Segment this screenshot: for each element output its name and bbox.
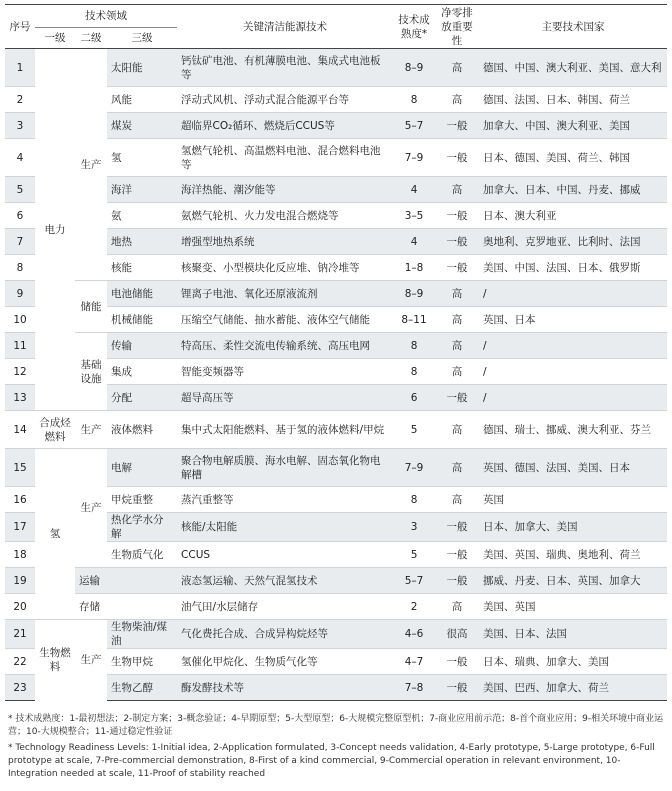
row-no: 18 <box>5 542 35 568</box>
table-row <box>5 568 667 594</box>
tech-cell: 油气田/水层储存 <box>177 594 393 620</box>
header-domain: 技术领域 <box>35 5 177 28</box>
note-trl-cn: * 技术成熟度：1-最初想法；2-制定方案；3-概念验证；4-早期原型；5-大型原型；6-大规模完整原型机；7-商业应用前示范；8-首个商业应用；9-相关环境中商业运营；10-大规模整合；11-通过稳定性验证 <box>8 714 664 737</box>
trl-cell: 4 <box>393 229 435 255</box>
row-no: 14 <box>5 411 35 449</box>
row-no: 20 <box>5 594 35 620</box>
trl-cell: 7–9 <box>393 449 435 487</box>
header-level3: 三级 <box>131 32 153 44</box>
trl-cell: 8–9 <box>393 49 435 87</box>
table-row <box>5 281 667 307</box>
level3-cell: 液体燃料 <box>107 411 177 449</box>
tech-cell: 聚合物电解质膜、海水电解、固态氧化物电解槽 <box>177 449 393 487</box>
trl-cell: 8–9 <box>393 281 435 307</box>
importance-cell: 高 <box>435 281 479 307</box>
countries-cell: 日本、瑞典、加拿大、美国 <box>479 649 667 675</box>
countries-cell: 美国、日本、法国 <box>479 620 667 649</box>
countries-cell: 日本、澳大利亚 <box>479 203 667 229</box>
level3-cell: 电解 <box>107 449 177 487</box>
row-no: 4 <box>5 139 35 177</box>
countries-cell: 英国 <box>479 487 667 513</box>
countries-cell: / <box>479 333 667 359</box>
importance-cell: 高 <box>435 359 479 385</box>
tech-cell: 核能/太阳能 <box>177 513 393 542</box>
level2-cell: 存储 <box>75 594 177 620</box>
level2-cell: 运输 <box>75 568 177 594</box>
importance-cell: 高 <box>435 333 479 359</box>
importance-cell: 一般 <box>435 568 479 594</box>
tech-cell: 增强型地热系统 <box>177 229 393 255</box>
row-no: 21 <box>5 620 35 649</box>
countries-cell: 挪威、丹麦、日本、英国、加拿大 <box>479 568 667 594</box>
tech-cell: 超导高压等 <box>177 385 393 411</box>
tech-cell: 特高压、柔性交流电传输系统、高压电网 <box>177 333 393 359</box>
level1-cell: 氢 <box>35 449 75 620</box>
table-row <box>5 333 667 359</box>
tech-cell: 超临界CO₂循环、燃烧后CCUS等 <box>177 113 393 139</box>
table-header <box>5 5 667 49</box>
level3-cell: 核能 <box>107 255 177 281</box>
table-row <box>5 49 667 87</box>
level2-cell: 储能 <box>75 281 107 333</box>
importance-cell: 高 <box>435 87 479 113</box>
level3-cell: 传输 <box>107 333 177 359</box>
trl-cell: 7–8 <box>393 675 435 701</box>
importance-cell: 高 <box>435 49 479 87</box>
level3-cell: 分配 <box>107 385 177 411</box>
row-no: 1 <box>5 49 35 87</box>
header-importance: 净零排放重要性 <box>441 6 473 47</box>
row-no: 8 <box>5 255 35 281</box>
countries-cell: 日本、加拿大、美国 <box>479 513 667 542</box>
level3-cell: 海洋 <box>107 177 177 203</box>
trl-cell: 3 <box>393 513 435 542</box>
countries-cell: 德国、瑞士、挪威、澳大利亚、芬兰 <box>479 411 667 449</box>
tech-cell: CCUS <box>177 542 393 568</box>
importance-cell: 一般 <box>435 113 479 139</box>
level3-cell: 生物乙醇 <box>107 675 177 701</box>
level2-cell: 生产 <box>75 449 107 568</box>
trl-cell: 8 <box>393 333 435 359</box>
header-tech: 关键清洁能源技术 <box>243 20 328 33</box>
row-no: 10 <box>5 307 35 333</box>
level2-cell: 生产 <box>75 620 107 701</box>
row-no: 17 <box>5 513 35 542</box>
countries-cell: / <box>479 385 667 411</box>
trl-cell: 5 <box>393 411 435 449</box>
importance-cell: 高 <box>435 307 479 333</box>
tech-cell: 智能变频器等 <box>177 359 393 385</box>
importance-cell: 一般 <box>435 139 479 177</box>
countries-cell: 加拿大、日本、中国、丹麦、挪威 <box>479 177 667 203</box>
trl-cell: 6 <box>393 385 435 411</box>
trl-cell: 8–11 <box>393 307 435 333</box>
tech-cell: 氨燃气轮机、火力发电混合燃烧等 <box>177 203 393 229</box>
level3-cell: 热化学水分解 <box>107 513 177 542</box>
row-no: 16 <box>5 487 35 513</box>
countries-cell: 德国、中国、澳大利亚、美国、意大利 <box>479 49 667 87</box>
level1-cell: 生物燃料 <box>35 620 75 701</box>
row-no: 9 <box>5 281 35 307</box>
tech-cell: 钙钛矿电池、有机薄膜电池、集成式电池板等 <box>177 49 393 87</box>
tech-cell: 氢催化甲烷化、生物质气化等 <box>177 649 393 675</box>
trl-cell: 8 <box>393 359 435 385</box>
countries-cell: 英国、日本 <box>479 307 667 333</box>
tech-cell: 集中式太阳能燃料、基于氢的液体燃料/甲烷 <box>177 411 393 449</box>
level2-cell: 基础设施 <box>75 333 107 411</box>
tech-cell: 氢燃气轮机、高温燃料电池、混合燃料电池等 <box>177 139 393 177</box>
table-row <box>5 449 667 487</box>
table-body <box>5 49 667 701</box>
level3-cell: 集成 <box>107 359 177 385</box>
trl-cell: 2 <box>393 594 435 620</box>
level3-cell: 电池储能 <box>107 281 177 307</box>
importance-cell: 高 <box>435 449 479 487</box>
importance-cell: 一般 <box>435 649 479 675</box>
level3-cell: 风能 <box>107 87 177 113</box>
importance-cell: 高 <box>435 411 479 449</box>
table-row <box>5 411 667 449</box>
importance-cell: 高 <box>435 487 479 513</box>
importance-cell: 一般 <box>435 385 479 411</box>
header-level1: 一级 <box>44 32 66 44</box>
level3-cell: 甲烷重整 <box>107 487 177 513</box>
importance-cell: 一般 <box>435 203 479 229</box>
note-trl-en: * Technology Readiness Levels: 1-Initial idea, 2-Application formulated, 3-Concept needs validation, 4-Early prototype, 5-Large prototype, 6-Full prototype at scale, 7-Pre-commercial demonstration, 8-First of a kind commercial, 9-Commercial operation in relevant environment, 10-Integration needed at scale, 11-Proof of stability reached <box>8 743 655 779</box>
level3-cell: 氢 <box>107 139 177 177</box>
row-no: 11 <box>5 333 35 359</box>
table-notes <box>8 713 664 784</box>
countries-cell: 英国、德国、法国、美国、日本 <box>479 449 667 487</box>
table-row <box>5 620 667 649</box>
row-no: 13 <box>5 385 35 411</box>
countries-cell: / <box>479 359 667 385</box>
level1-cell: 合成烃燃料 <box>35 411 75 449</box>
tech-cell: 蒸汽重整等 <box>177 487 393 513</box>
tech-cell: 核聚变、小型模块化反应堆、钠冷堆等 <box>177 255 393 281</box>
level3-cell: 机械储能 <box>107 307 177 333</box>
countries-cell: / <box>479 281 667 307</box>
importance-cell: 一般 <box>435 255 479 281</box>
row-no: 6 <box>5 203 35 229</box>
trl-cell: 5 <box>393 542 435 568</box>
countries-cell: 加拿大、中国、澳大利亚、美国 <box>479 113 667 139</box>
importance-cell: 一般 <box>435 229 479 255</box>
importance-cell: 高 <box>435 177 479 203</box>
tech-cell: 酶发酵技术等 <box>177 675 393 701</box>
importance-cell: 一般 <box>435 542 479 568</box>
trl-cell: 4–7 <box>393 649 435 675</box>
header-countries: 主要技术国家 <box>541 20 605 33</box>
level3-cell: 生物柴油/煤油 <box>107 620 177 649</box>
importance-cell: 很高 <box>435 620 479 649</box>
row-no: 3 <box>5 113 35 139</box>
importance-cell: 一般 <box>435 675 479 701</box>
trl-cell: 8 <box>393 487 435 513</box>
level2-cell: 生产 <box>75 411 107 449</box>
countries-cell: 美国、中国、法国、日本、俄罗斯 <box>479 255 667 281</box>
level3-cell: 太阳能 <box>107 49 177 87</box>
row-no: 22 <box>5 649 35 675</box>
countries-cell: 德国、法国、日本、韩国、荷兰 <box>479 87 667 113</box>
level3-cell: 生物质气化 <box>107 542 177 568</box>
table-container <box>5 4 667 701</box>
clean-energy-tech-table <box>5 4 667 701</box>
importance-cell: 高 <box>435 594 479 620</box>
row-no: 19 <box>5 568 35 594</box>
countries-cell: 美国、巴西、加拿大、荷兰 <box>479 675 667 701</box>
countries-cell: 美国、英国、瑞典、奥地利、荷兰 <box>479 542 667 568</box>
countries-cell: 美国、英国 <box>479 594 667 620</box>
level2-cell: 生产 <box>75 49 107 281</box>
trl-cell: 1–8 <box>393 255 435 281</box>
countries-cell: 奥地利、克罗地亚、比利时、法国 <box>479 229 667 255</box>
level3-cell: 氨 <box>107 203 177 229</box>
row-no: 12 <box>5 359 35 385</box>
tech-cell: 液态氢运输、天然气混氢技术 <box>177 568 393 594</box>
tech-cell: 浮动式风机、浮动式混合能源平台等 <box>177 87 393 113</box>
trl-cell: 5–7 <box>393 568 435 594</box>
header-trl: 技术成熟度* <box>398 13 430 40</box>
level3-cell: 煤炭 <box>107 113 177 139</box>
row-no: 2 <box>5 87 35 113</box>
header-no: 序号 <box>9 20 31 33</box>
header-level2: 二级 <box>80 32 102 44</box>
tech-cell: 压缩空气储能、抽水蓄能、液体空气储能 <box>177 307 393 333</box>
trl-cell: 3–5 <box>393 203 435 229</box>
trl-cell: 4–6 <box>393 620 435 649</box>
level3-cell: 地热 <box>107 229 177 255</box>
level1-cell: 电力 <box>35 49 75 411</box>
tech-cell: 海洋热能、潮汐能等 <box>177 177 393 203</box>
level3-cell: 生物甲烷 <box>107 649 177 675</box>
trl-cell: 5–7 <box>393 113 435 139</box>
trl-cell: 4 <box>393 177 435 203</box>
row-no: 7 <box>5 229 35 255</box>
table-row <box>5 594 667 620</box>
tech-cell: 气化费托合成、合成异构烷烃等 <box>177 620 393 649</box>
tech-cell: 锂离子电池、氧化还原液流剂 <box>177 281 393 307</box>
countries-cell: 日本、德国、美国、荷兰、韩国 <box>479 139 667 177</box>
row-no: 23 <box>5 675 35 701</box>
trl-cell: 8 <box>393 87 435 113</box>
trl-cell: 7–9 <box>393 139 435 177</box>
row-no: 5 <box>5 177 35 203</box>
importance-cell: 一般 <box>435 513 479 542</box>
row-no: 15 <box>5 449 35 487</box>
